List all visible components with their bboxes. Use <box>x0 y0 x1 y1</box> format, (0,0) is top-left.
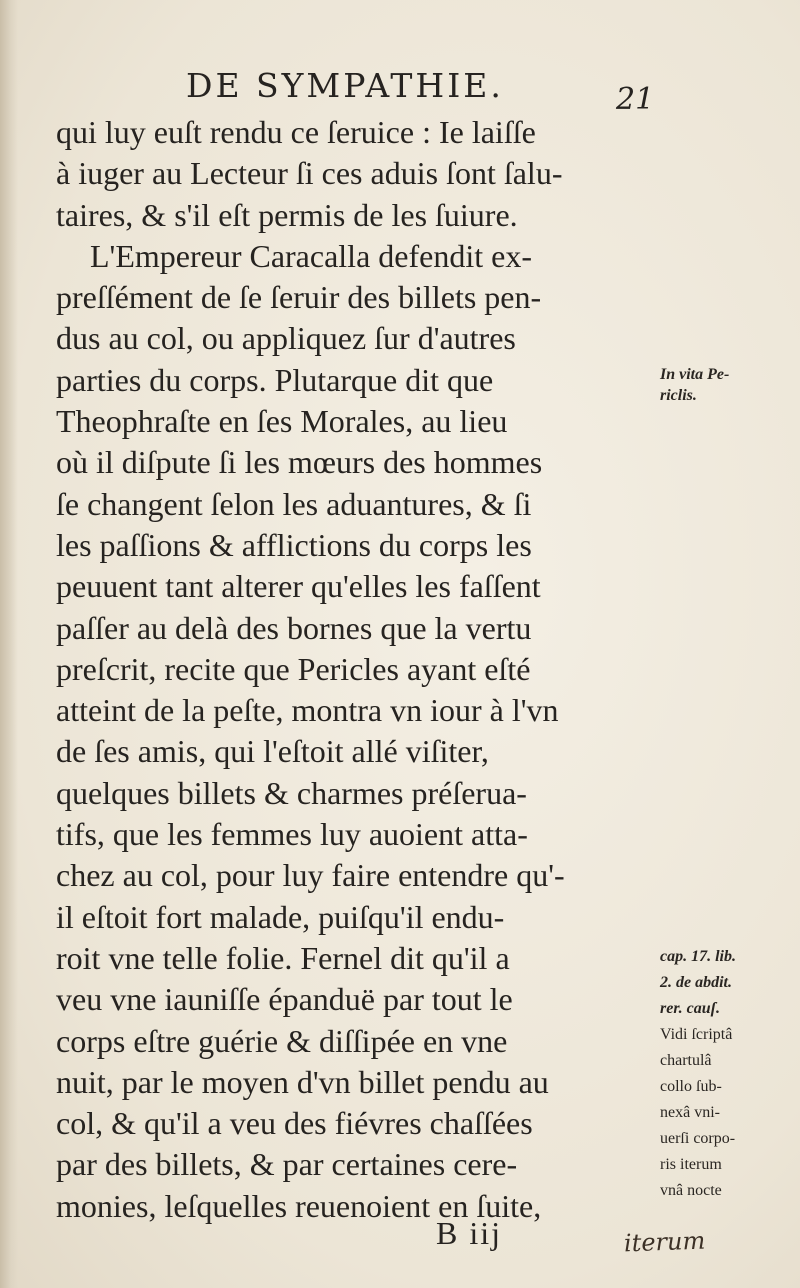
text-line: dus au col, ou appliquez ſur d'autres <box>56 320 516 357</box>
text-line: L'Empereur Caracalla defendit ex- <box>90 237 532 274</box>
text-line: les paſſions & afflictions du corps les <box>56 526 532 563</box>
margin-note-line: ris iterum <box>660 1156 722 1173</box>
margin-note-line: Vidi ſcriptâ <box>660 1026 733 1043</box>
signature-mark: B iij <box>436 1215 503 1251</box>
margin-note-line: uerſi corpo- <box>660 1130 736 1147</box>
margin-note-line: riclis. <box>660 387 697 404</box>
text-line: tifs, que les femmes luy auoient atta- <box>56 816 528 853</box>
handwritten-annotation: iterum <box>623 1226 706 1258</box>
margin-note-line: 2. de abdit. <box>660 974 732 991</box>
text-line: ſe changent ſelon les aduantures, & ſi <box>56 485 532 522</box>
text-line: preſſément de ſe ſeruir des billets pen- <box>56 279 542 316</box>
text-line: il eſtoit fort malade, puiſqu'il endu- <box>56 898 505 935</box>
text-line: col, & qu'il a veu des fiévres chaſſées <box>56 1105 533 1142</box>
text-line: monies, leſquelles reuenoient en ſuite, <box>56 1187 542 1224</box>
margin-note-line: cap. 17. lib. <box>660 948 736 965</box>
text-line: de ſes amis, qui l'eſtoit allé viſiter, <box>56 733 489 770</box>
body-text <box>56 112 656 1227</box>
page-number: 21 <box>616 82 655 117</box>
text-line: roit vne telle folie. Fernel dit qu'il a <box>56 939 510 976</box>
margin-note-line: rer. cauſ. <box>660 1000 720 1017</box>
text-line: atteint de la peſte, montra vn iour à l'vn <box>56 692 559 729</box>
text-line: corps eſtre guérie & diſſipée en vne <box>56 1022 508 1059</box>
text-line: paſſer au delà des bornes que la vertu <box>56 609 532 646</box>
text-line: à iuger au Lecteur ſi ces aduis ſont ſalu- <box>56 155 563 192</box>
text-line: chez au col, pour luy faire entendre qu'- <box>56 857 565 894</box>
margin-note-line: chartulâ <box>660 1052 712 1069</box>
page-gutter <box>0 0 18 1288</box>
margin-note-line: In vita Pe- <box>660 366 730 383</box>
margin-note-vita-periclis <box>660 364 800 406</box>
running-head: DE SYMPATHIE. <box>186 66 504 105</box>
text-line: Theophraſte en ſes Morales, au lieu <box>56 403 508 440</box>
text-line: veu vne iauniſſe épanduë par tout le <box>56 981 513 1018</box>
margin-note-line: vnâ nocte <box>660 1182 722 1199</box>
text-line: où il diſpute ſi les mœurs des hommes <box>56 444 543 481</box>
margin-note-line: nexâ vni- <box>660 1104 720 1121</box>
margin-note-fernel <box>660 944 800 1204</box>
text-line: preſcrit, recite que Pericles ayant eſté <box>56 650 531 687</box>
text-line: parties du corps. Plutarque dit que <box>56 361 494 398</box>
margin-note-line: collo ſub- <box>660 1078 722 1095</box>
text-line: nuit, par le moyen d'vn billet pendu au <box>56 1063 549 1100</box>
text-line: par des billets, & par certaines cere- <box>56 1146 518 1183</box>
text-line: taires, & s'il eſt permis de les ſuiure. <box>56 196 518 233</box>
text-line: peuuent tant alterer qu'elles les faſſent <box>56 568 541 605</box>
text-line: qui luy euſt rendu ce ſeruice : Ie laiſſe <box>56 114 536 150</box>
text-line: quelques billets & charmes préſerua- <box>56 774 527 811</box>
